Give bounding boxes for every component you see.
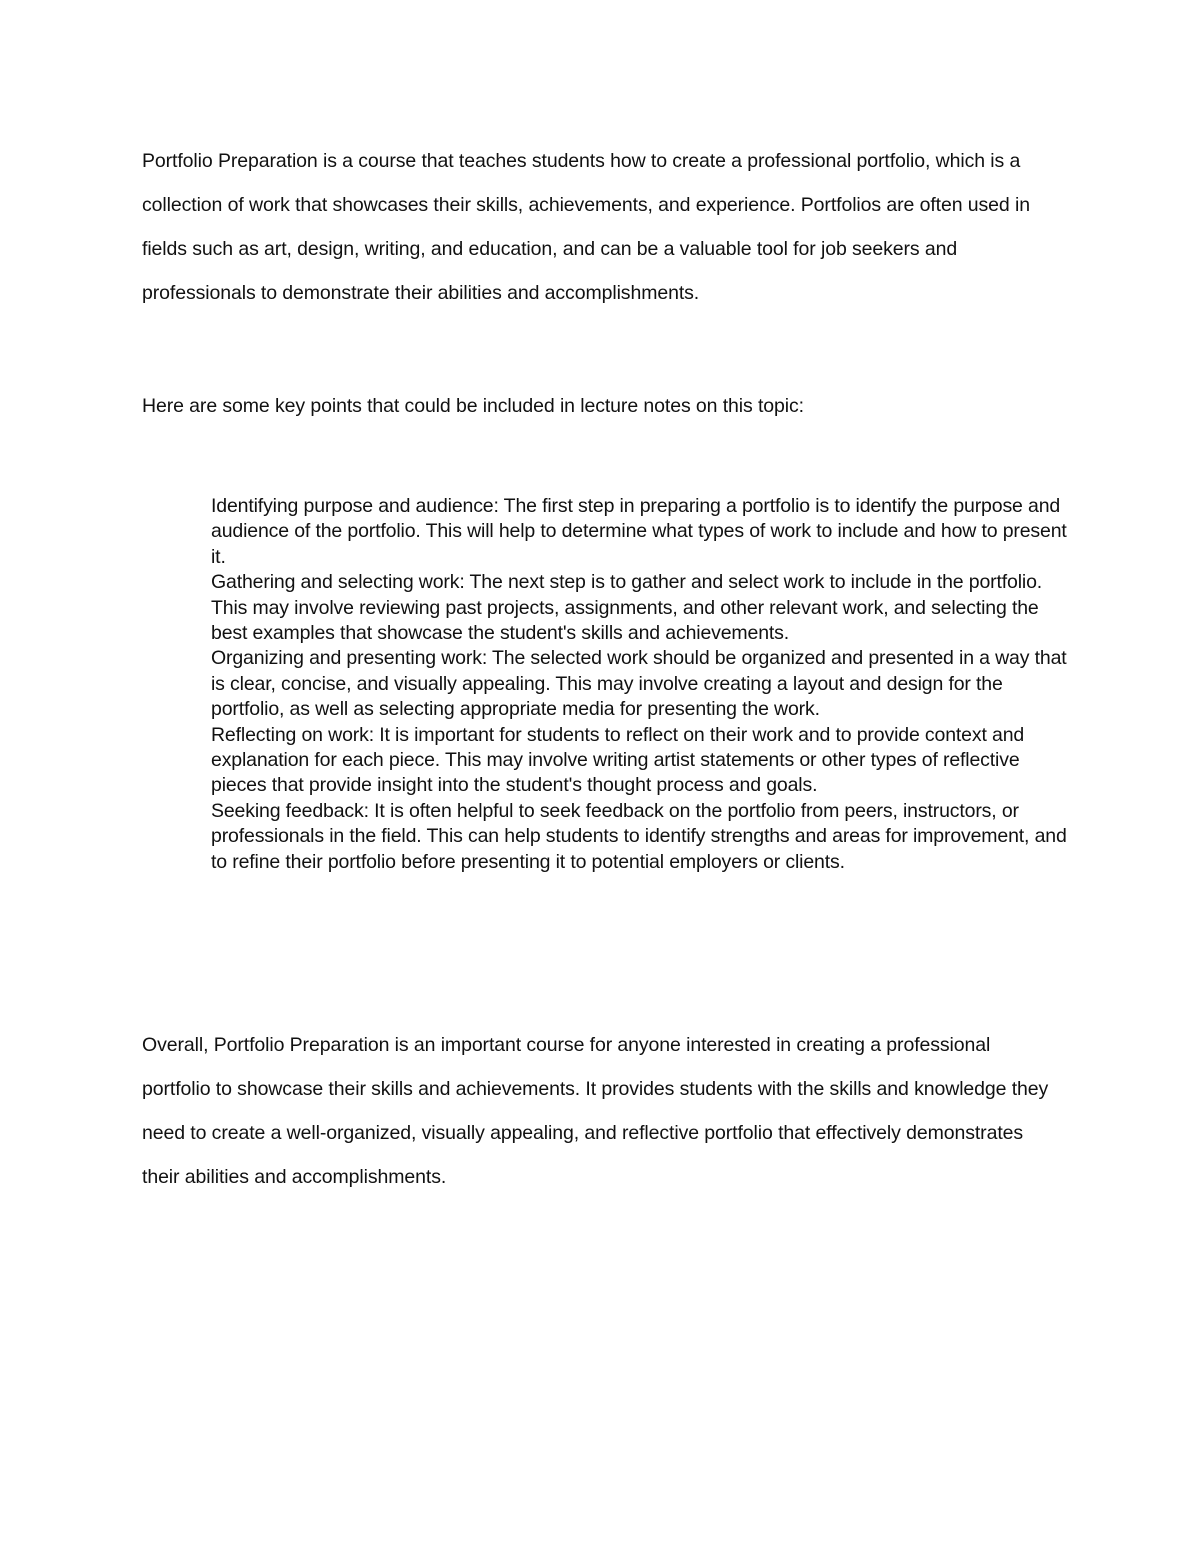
- key-point-feedback: Seeking feedback: It is often helpful to seek feedback on the portfolio from peers, instructors, or professionals in the field. This can help students to identify strengths and areas for improvement, and to refine their portfolio before presenting it to potential employers or clients.: [211, 799, 1067, 873]
- key-point-gathering-work: Gathering and selecting work: The next step is to gather and select work to include in the portfolio. This may involve reviewing past projects, assignments, and other relevant work, and selecting the best examples that showcase the student's skills and achievements.: [211, 571, 1043, 645]
- key-point-purpose-audience: Identifying purpose and audience: The first step in preparing a portfolio is to identify the purpose and audience of the portfolio. This will help to determine what types of work to include and how to present it.: [211, 495, 1067, 568]
- key-points-list: [211, 494, 1071, 875]
- key-points-lead: Here are some key points that could be included in lecture notes on this topic:: [142, 395, 804, 417]
- intro-paragraph: Portfolio Preparation is a course that teaches students how to create a professional portfolio, which is a collection of work that showcases their skills, achievements, and experience. Portfolios are often used in fields such as art, design, writing, and education, and can be a valuable tool for job seekers and professionals to demonstrate their abilities and accomplishments.: [142, 150, 1030, 304]
- key-point-reflecting: Reflecting on work: It is important for students to reflect on their work and to provide context and explanation for each piece. This may involve writing artist statements or other types of reflective pieces that provide insight into the student's thought process and goals.: [211, 723, 1025, 797]
- key-point-organizing-work: Organizing and presenting work: The selected work should be organized and presented in a way that is clear, concise, and visually appealing. This may involve creating a layout and design for the portfolio, as well as selecting appropriate media for presenting the work.: [211, 647, 1067, 721]
- conclusion-paragraph: Overall, Portfolio Preparation is an important course for anyone interested in creating a professional portfolio to showcase their skills and achievements. It provides students with the skills and knowledge they need to create a well-organized, visually appealing, and reflective portfolio that effectively demonstrates their abilities and accomplishments.: [142, 1034, 1049, 1188]
